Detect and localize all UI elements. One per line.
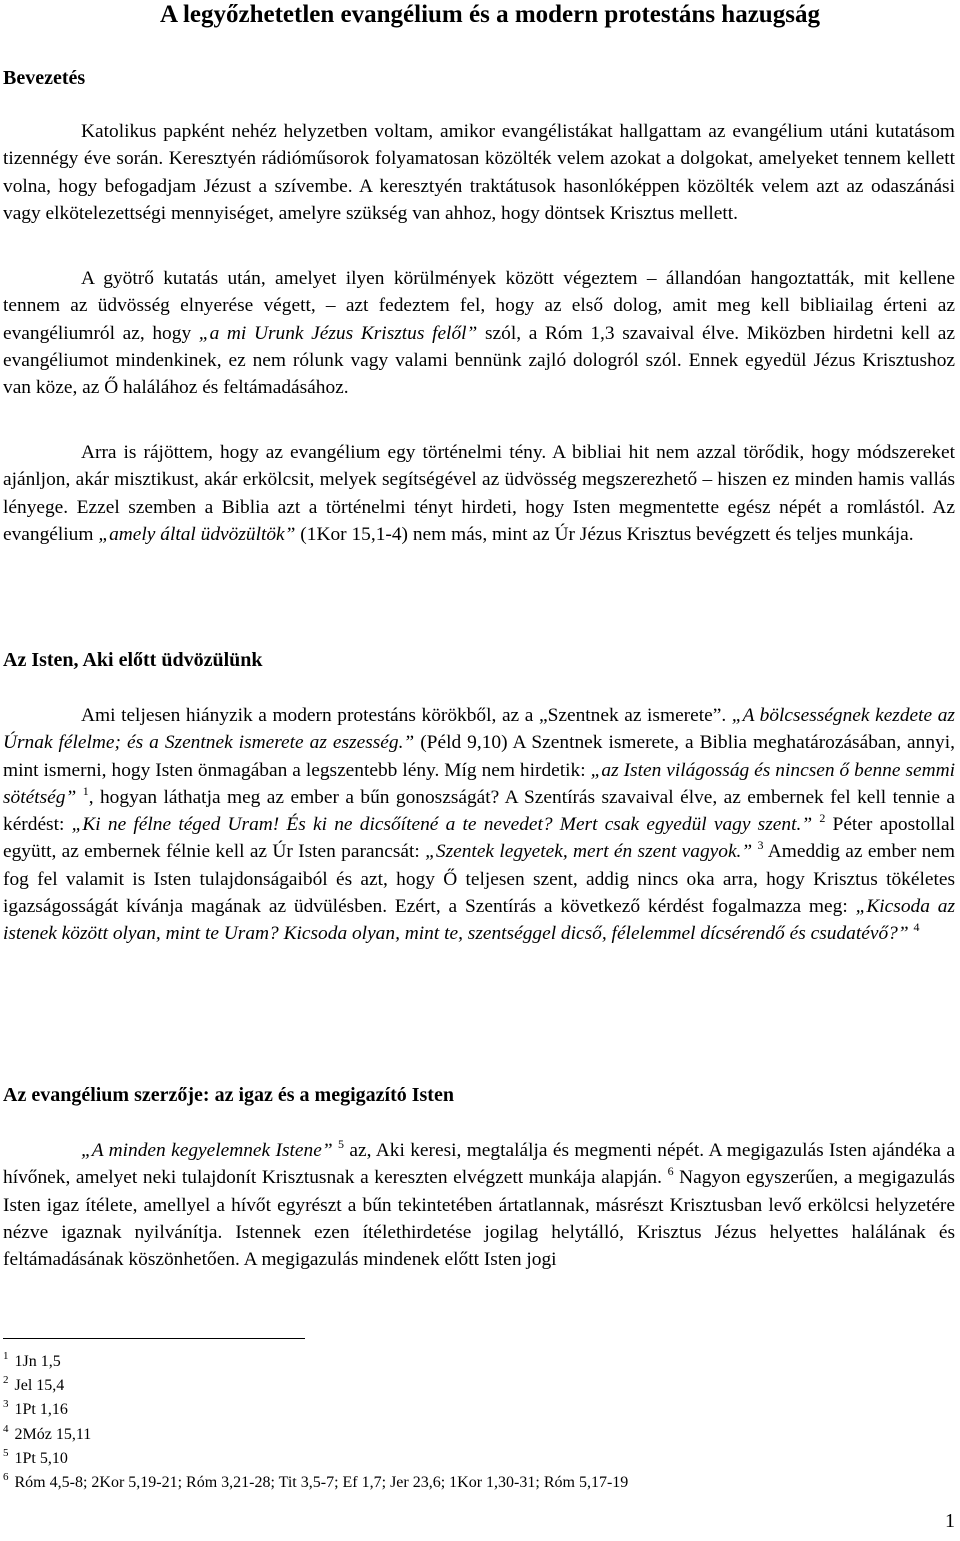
quote-text: „amely által üdvözültök” <box>98 523 296 545</box>
footnote-separator <box>3 1338 305 1339</box>
footnote-ref: 4 <box>913 920 920 935</box>
quote-text: „az Isten világosság és nincsen ő benne semmi sötétség” <box>3 759 955 808</box>
paragraph-author: „A minden kegyelemnek Istene” $^5$ az, Aki keresi, megtalálja és megmenti népét. A megigazulás Isten ajándéka a hívőnek, amelyet neki tulajdonít Krisztusnak a kereszten elvégzett munkája alapján. $^6$ Nagyon egyszerűen, a megigazulás Isten igaz ítélete, amellyel a hívőt egyrészt a bűn tekintetében ártatlannak, másrészt Krisztusban levő erkölcsi helyzetére nézve igaznak nyilvánítja. Istennek ezen ítélethirdetése jogilag helytálló, Krisztus Jézus helyettes halálának és feltámadásának köszönhetően. A megigazulás mindenek előtt Isten jogi <box>3 1137 955 1271</box>
paragraph-god: Ami teljesen hiányzik a modern protestáns körökből, az a „Szentnek az ismerete”. „A bölcsességnek kezdete az Úrnak félelme; és a Szentnek ismerete az eszesség.” (Péld 9,10) A Szentnek ismerete, a Biblia meghatározásában, annyi, mint ismerni, hogy Isten önmagában a legszentebb lény. Míg nem hirdetik: „az Isten világosság és nincsen ő benne semmi sötétség” $^1$, hogyan láthatja meg az ember a bűn gonoszságát? A Szentírás szavaival élve, az embernek fel kell tennie a kérdést: „Ki ne félne téged Uram! És ki ne dicsőítené a te nevedet? Mert csak egyedül vagy szent.” $^2$ Péter apostollal együtt, az embernek félnie kell az Úr Isten parancsát: „Szentek legyetek, mert én szent vagyok.” $^3$ Ameddig az ember nem fog fel valamit is Isten tulajdonságaiból és azt, hogy Ő teljesen szent, addig nincs oka arra, hogy Krisztus tökéletes igazságosságát kívánja magának az üdvülésben. Ezért, a Szentírás a következő kérdést fogalmazza meg: „Kicsoda az istenek között olyan, mint te Uram? Kicsoda olyan, mint te, szentséggel dicső, félelemmel dícsérendő és csudatévő?” $^4$ <box>3 705 955 945</box>
footnote-ref: 2 <box>819 811 826 826</box>
footnote-ref: 1 <box>82 783 89 798</box>
paragraph-intro-1: Katolikus papként nehéz helyzetben voltam, amikor evangélistákat hallgattam az evangélium utáni kutatásom tizennégy éve során. Keresztyén rádióműsorok folyamatosan közölték velem azokat a dolgokat, amelyeket tennem kellett volna, hogy befogadjam Jézust a szívembe. A keresztyén traktátusok hasonlóképpen közölték velem azt az odaszánási vagy elkötelezettségi mennyiséget, amelyre szükség van ahhoz, hogy döntsek Krisztus mellett. <box>3 121 955 224</box>
section-heading-intro: Bevezetés <box>3 67 86 89</box>
paragraph-intro-3: Arra is rájöttem, hogy az evangélium egy történelmi tény. A bibliai hit nem azzal törődik, hogy módszereket ajánljon, akár misztikust, akár erkölcsit, melyek segítségével az üdvösség megszerezhető – hiszen ez minden hamis vallás lényege. Ezzel szemben a Biblia azt a történelmi tényt hirdeti, hogy Isten megmentette egész népét a romlástól. Az evangélium „amely által üdvözültök” (1Kor 15,1-4) nem más, mint az Úr Jézus Krisztus bevégzett és teljes munkája. <box>3 442 955 545</box>
quote-text: „A bölcsességnek kezdete az Úrnak félelme; és a Szentnek ismerete az eszesség.” <box>3 705 955 754</box>
footnote-4: $^4$ 2Móz 15,11 <box>3 1422 92 1443</box>
footnotes <box>3 1350 628 1495</box>
section-heading-author: Az evangélium szerzője: az igaz és a megigazító Isten <box>3 1084 454 1106</box>
paragraph-intro-2: A gyötrő kutatás után, amelyet ilyen körülmények között végeztem – állandóan hangoztatták, mit kellene tennem az üdvösség elnyerése végett, – azt fedeztem fel, hogy az első dolog, amit meg kell bibliailag érteni az evangéliumról az, hogy „a mi Urunk Jézus Krisztus felől” szól, a Róm 1,3 szavaival élve. Miközben hirdetni kell az evangéliumot mindenkinek, ez nem rólunk vagy valami bennünk zajló dologról szól. Ennek egyedül Jézus Krisztushoz van köze, az Ő halálához és feltámadásához. <box>3 268 955 399</box>
quote-text: „A minden kegyelemnek Istene” <box>81 1140 333 1161</box>
quote-text: „a mi Urunk Jézus Krisztus felől” <box>198 322 478 344</box>
quote-text: „Ki ne félne téged Uram! És ki ne dicsőítené a te nevedet? Mert csak egyedül vagy szent.” <box>71 814 813 836</box>
footnote-3: $^3$ 1Pt 1,16 <box>3 1398 68 1419</box>
quote-text: „Kicsoda az istenek között olyan, mint te Uram? Kicsoda olyan, mint te, szentséggel dicső, félelemmel dícsérendő és csudatévő?” <box>3 896 955 945</box>
footnote-1: $^1$ 1Jn 1,5 <box>3 1350 61 1370</box>
footnote-ref: 5 <box>338 1137 344 1151</box>
footnote-ref: 3 <box>757 838 764 853</box>
footnote-5: $^5$ 1Pt 5,10 <box>3 1446 68 1467</box>
footnote-ref: 6 <box>667 1164 674 1179</box>
footnote-6: $^6$ Róm 4,5-8; 2Kor 5,19-21; Róm 3,21-28; Tit 3,5-7; Ef 1,7; Jer 23,6; 1Kor 1,30-31; Róm 5,17-19 <box>3 1471 629 1492</box>
document-title: A legyőzhetetlen evangélium és a modern protestáns hazugság <box>160 1 820 28</box>
page-number: 1 <box>945 1510 955 1532</box>
footnote-2: $^2$ Jel 15,4 <box>3 1374 65 1395</box>
quote-text: „Szentek legyetek, mert én szent vagyok.” <box>425 841 753 863</box>
section-heading-god: Az Isten, Aki előtt üdvözülünk <box>3 649 263 671</box>
